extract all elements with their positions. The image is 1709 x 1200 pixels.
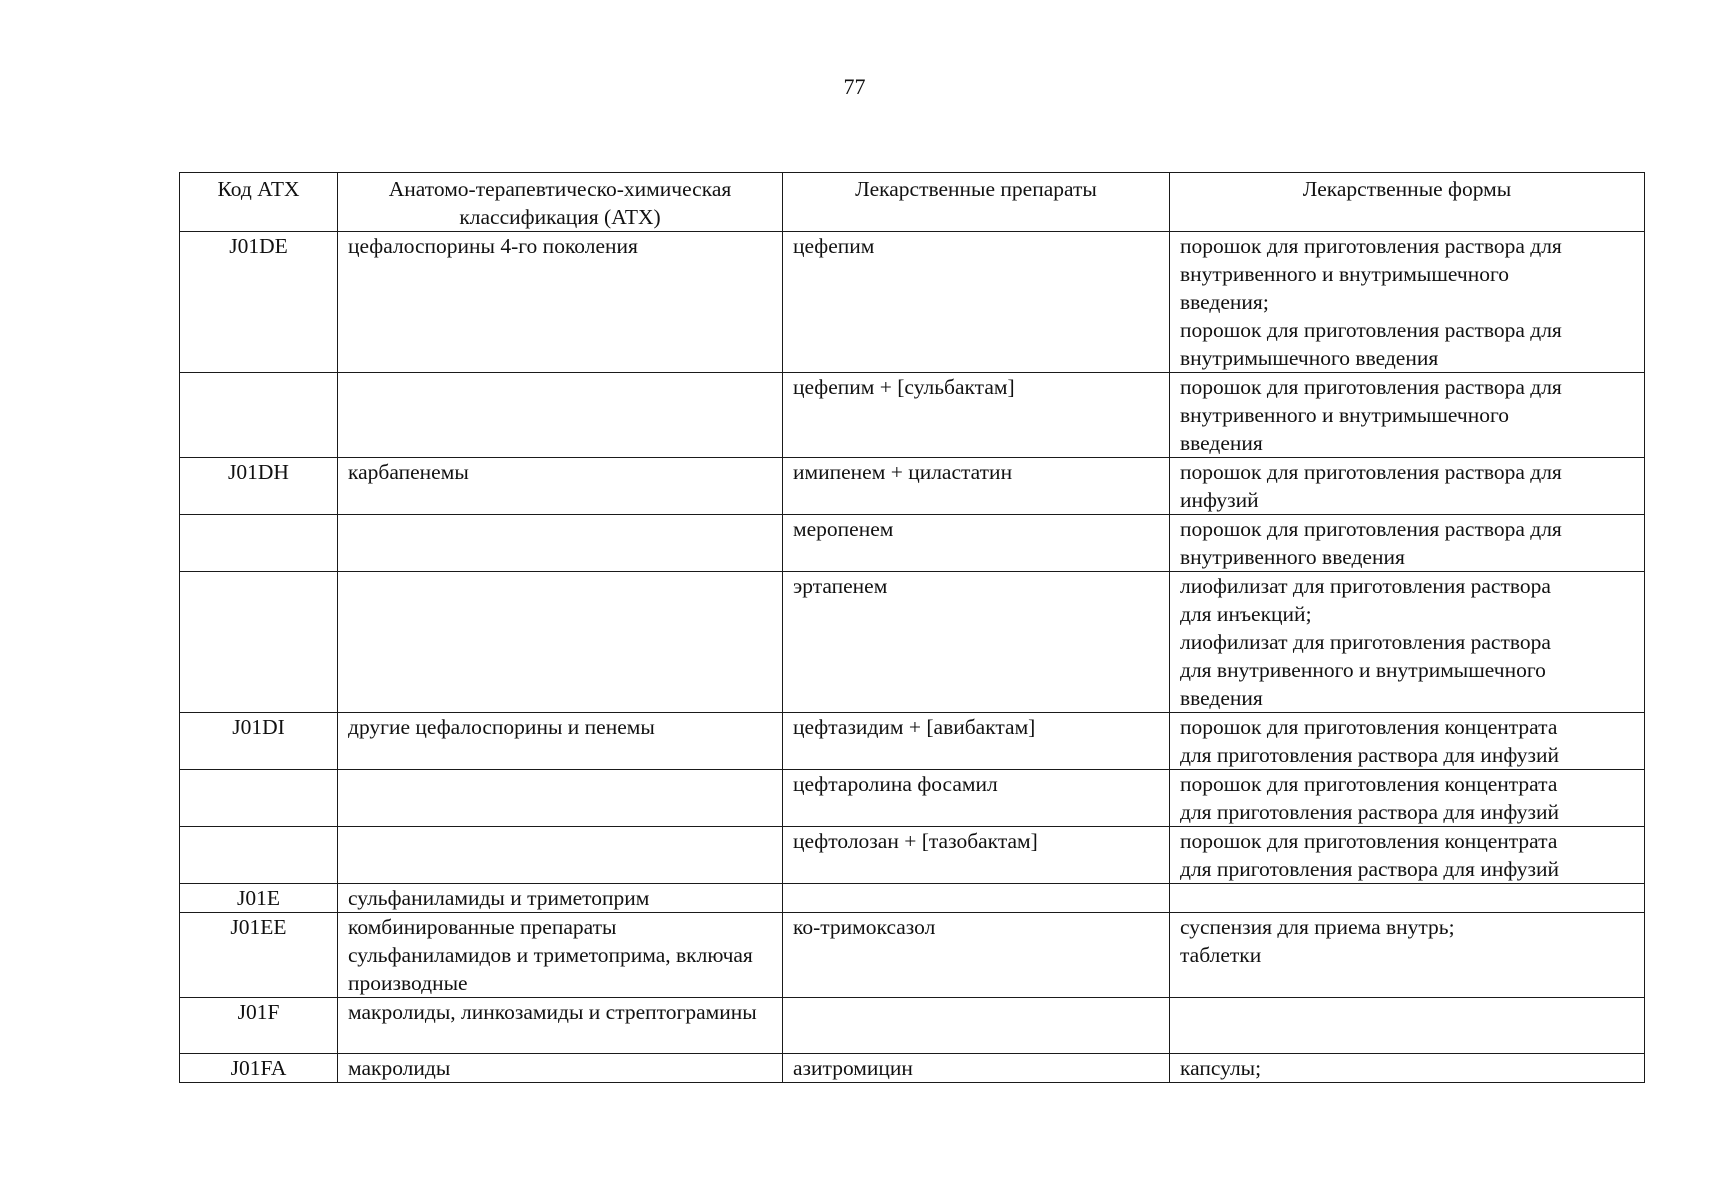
cell-drug: ко-тримоксазол (783, 913, 1170, 998)
cell-dosage-forms (1170, 770, 1645, 827)
cell-drug: цефтазидим + [авибактам] (783, 713, 1170, 770)
cell-dosage-forms (1170, 515, 1645, 572)
cell-classification (338, 827, 783, 884)
cell-drug (783, 998, 1170, 1054)
cell-classification: другие цефалоспорины и пенемы (338, 713, 783, 770)
dosage-form-line: суспензия для приема внутрь; (1180, 915, 1455, 939)
cell-classification: сульфаниламиды и триметоприм (338, 884, 783, 913)
cell-atx-code: J01EE (180, 913, 338, 998)
dosage-form-line: внутривенного введения (1180, 545, 1405, 569)
cell-atx-code (180, 515, 338, 572)
dosage-form-line: инфузий (1180, 488, 1259, 512)
table-row (180, 572, 1645, 713)
cell-atx-code: J01DI (180, 713, 338, 770)
table-row (180, 373, 1645, 458)
dosage-form-line: для приготовления раствора для инфузий (1180, 800, 1559, 824)
cell-atx-code: J01DH (180, 458, 338, 515)
dosage-form-line: порошок для приготовления концентрата (1180, 772, 1558, 796)
dosage-form-line: порошок для приготовления концентрата (1180, 829, 1558, 853)
dosage-form-line: порошок для приготовления концентрата (1180, 715, 1558, 739)
table-row (180, 232, 1645, 373)
dosage-form-line: для внутривенного и внутримышечного (1180, 658, 1546, 682)
cell-classification: макролиды (338, 1054, 783, 1083)
cell-atx-code (180, 827, 338, 884)
cell-atx-code (180, 572, 338, 713)
cell-classification (338, 373, 783, 458)
page-number: 77 (843, 74, 866, 99)
dosage-form-line: таблетки (1180, 943, 1262, 967)
cell-classification (338, 572, 783, 713)
header-dosage-forms: Лекарственные формы (1170, 173, 1645, 232)
cell-drug: цефепим (783, 232, 1170, 373)
cell-dosage-forms (1170, 458, 1645, 515)
dosage-form-line: введения (1180, 686, 1263, 710)
dosage-form-line: капсулы; (1180, 1056, 1262, 1080)
table-row (180, 884, 1645, 913)
dosage-form-line: порошок для приготовления раствора для (1180, 234, 1562, 258)
cell-classification: комбинированные препараты сульфаниламидов и триметоприма, включая производные (338, 913, 783, 998)
cell-dosage-forms (1170, 373, 1645, 458)
cell-dosage-forms (1170, 572, 1645, 713)
cell-drug: эртапенем (783, 572, 1170, 713)
dosage-form-line: введения (1180, 431, 1263, 455)
dosage-form-line: для приготовления раствора для инфузий (1180, 743, 1559, 767)
cell-dosage-forms (1170, 913, 1645, 998)
table-row (180, 913, 1645, 998)
dosage-form-line: порошок для приготовления раствора для (1180, 517, 1562, 541)
cell-dosage-forms (1170, 232, 1645, 373)
dosage-form-line: внутривенного и внутримышечного (1180, 403, 1509, 427)
table-row (180, 1054, 1645, 1083)
dosage-form-line: для инъекций; (1180, 602, 1312, 626)
cell-classification: карбапенемы (338, 458, 783, 515)
table-header-row (180, 173, 1645, 232)
atx-table (179, 172, 1645, 1083)
header-atx-code: Код АТХ (180, 173, 338, 232)
cell-atx-code: J01F (180, 998, 338, 1054)
cell-dosage-forms (1170, 827, 1645, 884)
cell-atx-code (180, 770, 338, 827)
table-row (180, 827, 1645, 884)
cell-classification (338, 515, 783, 572)
cell-drug: цефтолозан + [тазобактам] (783, 827, 1170, 884)
table-row (180, 515, 1645, 572)
dosage-form-line: лиофилизат для приготовления раствора (1180, 630, 1551, 654)
cell-classification: макролиды, линкозамиды и стрептограмины (338, 998, 783, 1054)
cell-dosage-forms (1170, 713, 1645, 770)
table-row (180, 458, 1645, 515)
cell-classification: цефалоспорины 4-го поколения (338, 232, 783, 373)
dosage-form-line: порошок для приготовления раствора для (1180, 460, 1562, 484)
table-row (180, 713, 1645, 770)
dosage-form-line: внутримышечного введения (1180, 346, 1439, 370)
dosage-form-line: порошок для приготовления раствора для (1180, 318, 1562, 342)
dosage-form-line: введения; (1180, 290, 1269, 314)
cell-drug: имипенем + циластатин (783, 458, 1170, 515)
cell-drug: меропенем (783, 515, 1170, 572)
cell-atx-code: J01E (180, 884, 338, 913)
header-atx-classification: Анатомо-терапевтическо-химическая классификация (АТХ) (338, 173, 783, 232)
dosage-form-line: внутривенного и внутримышечного (1180, 262, 1509, 286)
cell-drug: цефтаролина фосамил (783, 770, 1170, 827)
dosage-form-line: порошок для приготовления раствора для (1180, 375, 1562, 399)
cell-dosage-forms (1170, 998, 1645, 1054)
cell-classification (338, 770, 783, 827)
cell-drug (783, 884, 1170, 913)
dosage-form-line: лиофилизат для приготовления раствора (1180, 574, 1551, 598)
cell-dosage-forms (1170, 884, 1645, 913)
dosage-form-line: для приготовления раствора для инфузий (1180, 857, 1559, 881)
cell-atx-code (180, 373, 338, 458)
cell-atx-code: J01DE (180, 232, 338, 373)
table-row (180, 770, 1645, 827)
cell-atx-code: J01FA (180, 1054, 338, 1083)
table-body (180, 232, 1645, 1083)
cell-drug: азитромицин (783, 1054, 1170, 1083)
cell-dosage-forms (1170, 1054, 1645, 1083)
header-drugs: Лекарственные препараты (783, 173, 1170, 232)
cell-drug: цефепим + [сульбактам] (783, 373, 1170, 458)
table-row (180, 998, 1645, 1054)
